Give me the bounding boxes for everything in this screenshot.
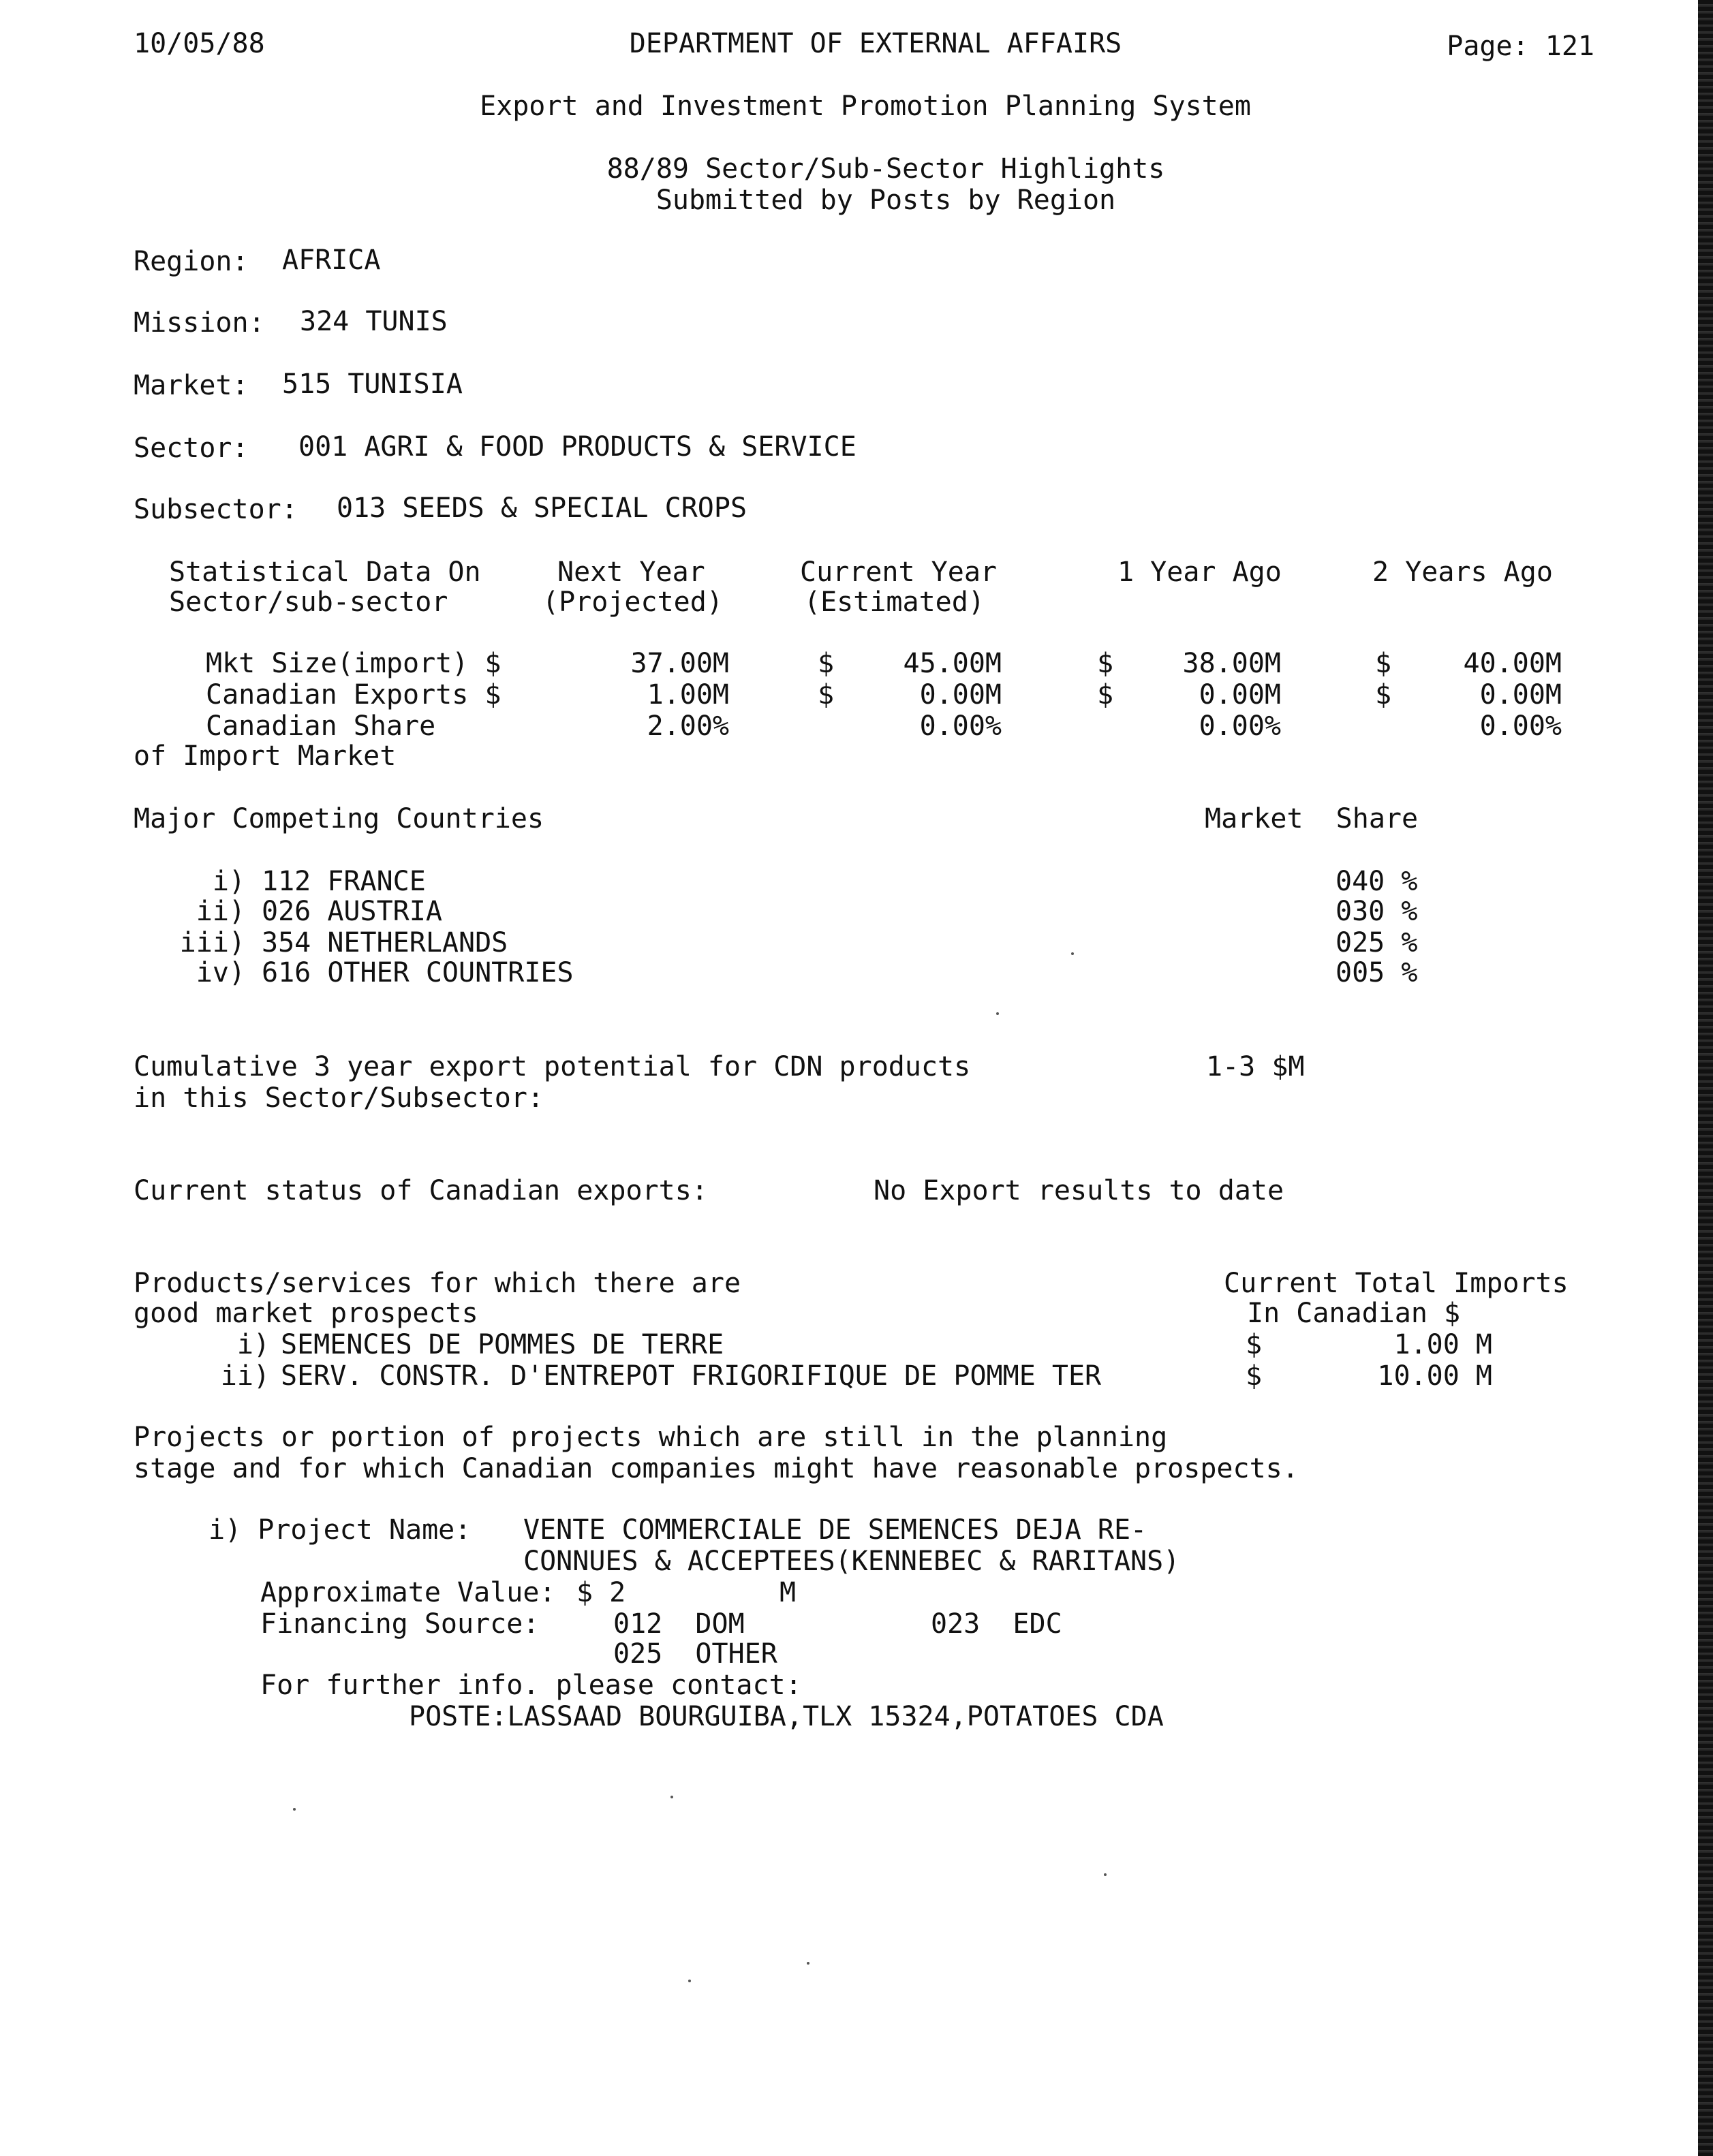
stats-currency: $ <box>818 648 835 679</box>
status-value: No Export results to date <box>874 1175 1284 1206</box>
market-value: 515 TUNISIA <box>282 369 463 400</box>
stats-currency: $ <box>818 679 835 710</box>
scan-speck <box>807 1962 809 1965</box>
competitor-share: 005 % <box>1336 957 1418 988</box>
status-label: Current status of Canadian exports: <box>134 1175 708 1206</box>
product-currency: $ <box>1246 1329 1263 1360</box>
potential-line-1: Cumulative 3 year export potential for CDN products <box>134 1051 971 1082</box>
stats-cell: 37.00M <box>630 648 729 679</box>
stats-cell: 40.00M <box>1463 648 1562 679</box>
stats-header-projected: (Projected) <box>542 587 723 618</box>
stats-header-1-year-ago: 1 Year Ago <box>1117 557 1282 588</box>
product-name: SERV. CONSTR. D'ENTREPOT FRIGORIFIQUE DE POMME TER <box>281 1360 1102 1392</box>
stats-cell: 0.00% <box>1479 710 1562 742</box>
product-num: ii) <box>220 1360 270 1392</box>
stats-currency: $ <box>1097 679 1114 710</box>
projects-intro-1: Projects or portion of projects which are still in the planning <box>134 1422 1168 1453</box>
system-title: Export and Investment Promotion Planning System <box>480 91 1251 122</box>
scan-speck <box>1071 952 1074 955</box>
stats-cell: 0.00M <box>919 679 1002 710</box>
stats-cell: 0.00M <box>1479 679 1562 710</box>
stats-header-current-year: Current Year <box>800 557 997 588</box>
approx-value-unit: M <box>780 1577 797 1608</box>
sector-value: 001 AGRI & FOOD PRODUCTS & SERVICE <box>298 431 856 463</box>
report-subtitle: Submitted by Posts by Region <box>655 185 1116 216</box>
imports-heading-1: Current Total Imports <box>1224 1268 1569 1299</box>
approx-value-amount: $ 2 <box>576 1577 626 1608</box>
competitor-num: iii) <box>179 927 245 958</box>
product-num: i) <box>236 1329 270 1360</box>
scan-speck <box>1104 1873 1107 1876</box>
stats-header-label-2: Sector/sub-sector <box>169 587 448 618</box>
financing-label: Financing Source: <box>260 1608 540 1640</box>
scan-speck <box>293 1808 296 1811</box>
competitor-num: iv) <box>196 957 245 988</box>
subsector-label: Subsector: <box>134 494 298 525</box>
department-name: DEPARTMENT OF EXTERNAL AFFAIRS <box>629 28 1122 59</box>
competitor-country: 354 NETHERLANDS <box>262 927 508 958</box>
projects-intro-2: stage and for which Canadian companies might have reasonable prospects. <box>134 1453 1299 1484</box>
market-share-heading: Market Share <box>1205 803 1419 834</box>
product-name: SEMENCES DE POMMES DE TERRE <box>281 1329 724 1360</box>
report-date: 10/05/88 <box>134 28 265 59</box>
stats-cell: 0.00M <box>1199 679 1281 710</box>
stats-currency: $ <box>1375 648 1392 679</box>
stats-cell: 0.00% <box>919 710 1002 742</box>
region-label: Region: <box>134 246 249 277</box>
stats-share-suffix: of Import Market <box>134 740 397 772</box>
mission-label: Mission: <box>134 307 265 339</box>
project-name-line-2: CONNUES & ACCEPTEES(KENNEBEC & RARITANS) <box>523 1546 1180 1577</box>
financing-source: 012 DOM <box>613 1608 745 1640</box>
competitor-share: 030 % <box>1336 896 1418 927</box>
subsector-value: 013 SEEDS & SPECIAL CROPS <box>337 493 747 524</box>
potential-line-2: in this Sector/Subsector: <box>134 1082 544 1114</box>
mission-value: 324 TUNIS <box>300 306 448 337</box>
stats-currency: $ <box>1375 679 1392 710</box>
competitor-num: i) <box>212 866 245 897</box>
approx-value-label: Approximate Value: <box>260 1577 556 1608</box>
products-line-1: Products/services for which there are <box>134 1268 741 1299</box>
stats-header-label: Statistical Data On <box>169 557 481 588</box>
competitors-heading: Major Competing Countries <box>134 803 544 834</box>
page-number: Page: 121 <box>1447 31 1594 62</box>
stats-header-2-years-ago: 2 Years Ago <box>1372 557 1553 588</box>
financing-source: 025 OTHER <box>613 1638 777 1670</box>
product-value: 10.00 M <box>1377 1360 1492 1392</box>
financing-source: 023 EDC <box>931 1608 1062 1640</box>
stats-row-label: Canadian Share <box>206 710 436 742</box>
project-name-label: i) Project Name: <box>209 1514 472 1546</box>
contact-label: For further info. please contact: <box>260 1670 802 1701</box>
report-title: 88/89 Sector/Sub-Sector Highlights <box>606 153 1165 185</box>
project-name-line-1: VENTE COMMERCIALE DE SEMENCES DEJA RE- <box>523 1514 1147 1546</box>
competitor-country: 616 OTHER COUNTRIES <box>262 957 574 988</box>
stats-cell: 2.00% <box>647 710 729 742</box>
market-label: Market: <box>134 370 249 401</box>
product-value: 1.00 M <box>1393 1329 1492 1360</box>
stats-cell: 1.00M <box>647 679 729 710</box>
stats-cell: 0.00% <box>1199 710 1281 742</box>
scan-speck <box>688 1980 691 1982</box>
imports-heading-2: In Canadian $ <box>1247 1298 1461 1329</box>
products-line-2: good market prospects <box>134 1298 478 1329</box>
competitor-share: 025 % <box>1336 927 1418 958</box>
stats-row-label: Canadian Exports $ <box>206 679 501 710</box>
stats-header-estimated: (Estimated) <box>804 587 985 618</box>
stats-row-label: Mkt Size(import) $ <box>206 648 501 679</box>
stats-currency: $ <box>1097 648 1114 679</box>
competitor-country: 112 FRANCE <box>262 866 426 897</box>
stats-header-next-year: Next Year <box>557 557 705 588</box>
competitor-num: ii) <box>196 896 245 927</box>
scan-edge <box>1698 0 1713 2156</box>
region-value: AFRICA <box>282 245 381 276</box>
stats-cell: 38.00M <box>1182 648 1281 679</box>
competitor-share: 040 % <box>1336 866 1418 897</box>
scan-speck <box>996 1012 999 1015</box>
competitor-country: 026 AUSTRIA <box>262 896 442 927</box>
contact-value: POSTE:LASSAAD BOURGUIBA,TLX 15324,POTATOES CDA <box>409 1701 1164 1732</box>
scan-speck <box>670 1796 673 1798</box>
product-currency: $ <box>1246 1360 1263 1392</box>
sector-label: Sector: <box>134 433 249 464</box>
potential-value: 1-3 $M <box>1206 1051 1305 1082</box>
stats-cell: 45.00M <box>903 648 1002 679</box>
